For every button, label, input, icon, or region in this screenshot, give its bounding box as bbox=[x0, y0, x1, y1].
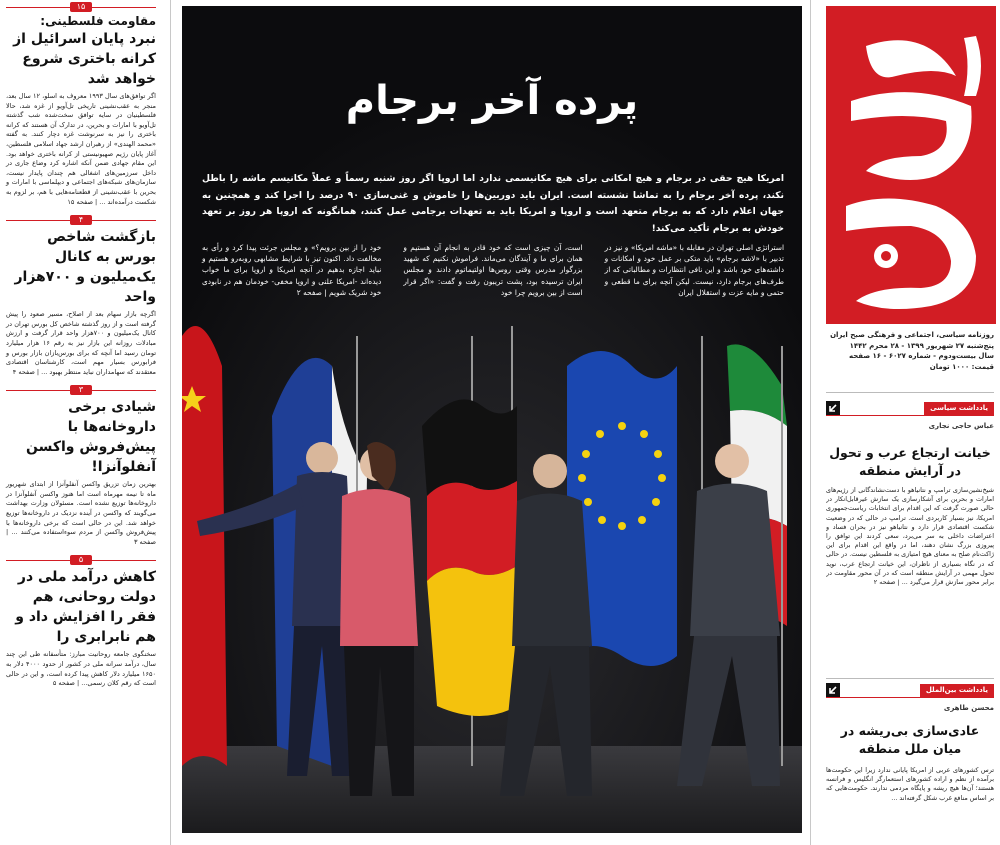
arrow-icon bbox=[826, 683, 840, 697]
news-item[interactable] bbox=[0, 397, 162, 547]
left-news-column bbox=[0, 0, 162, 845]
lead-paragraph: امریکا هیچ حقی در برجام و هیچ امکانی برای هیچ مکانیسمی ندارد اما اروپا اگر روز شنبه رسماً و عملاً مکانیسم ماشه را باطل نکند، پرده آخر برجام را به تماشا نشسته است. ایران باید دوربین‌ها را خاموش و غنی‌سازی ۹۰ درصد را اجرا کند و همچنین به جهان اعلام دارد که به برجام متعهد است و اروپا و امریکا باید به تعهدات برجامی عمل کنند، همانگونه که اروپا هر روز بر تعهد خودش به برجام تأکید می‌کند! bbox=[202, 173, 784, 234]
page-number-badge: ۳ bbox=[70, 385, 92, 395]
issue-line: روزنامه سیاسی، اجتماعی و فرهنگی صبح ایران bbox=[830, 331, 994, 339]
lead-photo-story[interactable] bbox=[182, 6, 802, 833]
flag-germany bbox=[422, 399, 517, 716]
lead-story-column: استراتژی اصلی تهران در مقابله با «ماشه امریکا» و نیز در تدبیر با «لاشه برجام» باید متکی بر عمل خود و امکانات و داشته‌های خود باشد و این نافی انتظارات و مطالباتی که از طرف‌های برجام دارد، نیست. لیکن آنچه برای ما قطعی و حتمی و مایه عزت و استقلال ایران bbox=[604, 243, 784, 297]
news-headline[interactable]: کاهش درآمد ملی در دولت روحانی، هم فقر را افزایش داد و هم نابرابری را bbox=[15, 569, 156, 646]
author-name: محسن طاهری bbox=[943, 704, 994, 712]
column-heading bbox=[826, 684, 994, 698]
news-item[interactable] bbox=[0, 567, 162, 688]
news-body: سخنگوی جامعه روحانیت مبارز: متأسفانه طی این چند سال، درآمد سرانه ملی در کشور از حدود ۴۰۰۰ دلار به ۱۶۵۰ میلیارد دلار کاهش پیدا کرده است، و این در حالی است که رقم کلان رسمی... | صفحه ۵ bbox=[6, 650, 157, 688]
column-tag: یادداشت بین‌الملل bbox=[920, 684, 994, 697]
page-number-badge: ۴ bbox=[70, 215, 92, 225]
issue-line: سال بیست‌ودوم - شماره ۶۰۲۷ - ۱۶ صفحه bbox=[848, 352, 994, 360]
news-body: بهترین زمان تزریق واکسن آنفلوآنزا از ابتدای شهریور ماه تا نیمه مهرماه است اما هنوز واکسن آنفلوآنزا در داروخانه‌ها توزیع نشده است. مسئولان وزارت بهداشت می‌گویند که واکسن در آینده نزدیک در داروخانه‌ها توزیع خواهد شد. این در حالی است که برخی داروخانه‌ها با پیش‌فروش واکسن از مردم سوء‌استفاده می‌کنند ... | صفحه ۳ bbox=[6, 480, 156, 546]
column-tag: یادداشت سیاسی bbox=[924, 402, 994, 415]
news-headline[interactable]: نبرد پایان اسرائیل از کرانه باختری شروع خواهد شد bbox=[13, 31, 156, 87]
column-rule bbox=[170, 0, 171, 845]
news-kicker: مقاومت فلسطینی: bbox=[40, 14, 156, 28]
section-separator bbox=[0, 2, 162, 12]
issue-line: پنج‌شنبه ۲۷ شهریور ۱۳۹۹ - ۲۸ محرم ۱۴۴۲ bbox=[849, 341, 994, 350]
flag-china bbox=[182, 326, 227, 766]
section-separator bbox=[0, 555, 162, 565]
logo-javan bbox=[826, 6, 996, 324]
main-headline[interactable]: پرده آخر برجام bbox=[345, 78, 639, 124]
news-item[interactable] bbox=[0, 227, 162, 377]
opinion-body: ترس کشورهای عربی از امریکا پایانی ندارد زیرا این حکومت‌ها برآمده از نظم و اراده کشورهای استعمارگر انگلیس و فرانسه هستند؛ آن‌ها هیچ ریشه و پایگاه مردمی ندارند. حکومت‌هایی که بر اساس منافع غرب شکل گرفته‌اند ... bbox=[826, 766, 994, 802]
news-body: اگر توافق‌های سال ۱۹۹۳ معروف به اسلو، ۱۲ سال بعد، منجر به عقب‌نشینی تاریخی تل‌آویو از غزه شد، حالا فلسطینیان در سایه توافق سخت‌شده شب گذشته تل‌آویو با امارات و بحرین، در تدارک آن هستند که کرانه باختری را نیز به سرنوشت غزه دچار کنند. به گفته «محمد الهندی» از رهبران ارشد جهاد اسلامی فلسطین، آغاز پایان رژیم صهیونیستی از کرانه باختری خواهد بود. این مقام جهادی ضمن آنکه اشاره کرد وضاع جاری در داخل سرزمین‌های اشغالی هم چندان پایدار نیست، سازمان‌های شبکه‌های اجتماعی و دیپلماسی با امارات و بحرین با عقب‌نشینی از قطعنامه‌هایی با هم، بر لزوم به شکست درآمده‌اند ... | صفحه ۱۵ bbox=[6, 92, 156, 206]
arrow-icon bbox=[826, 401, 840, 415]
right-column bbox=[818, 0, 1000, 845]
news-headline[interactable]: بازگشت شاخص بورس به کانال یک‌میلیون و ۷۰۰هزار واحد bbox=[14, 229, 156, 306]
divider bbox=[826, 392, 994, 393]
issue-line: قیمت: ۱۰۰۰ تومان bbox=[929, 362, 994, 371]
news-body: اگرچه بازار سهام بعد از اصلاح، مسیر صعود را پیش گرفته است و از روز گذشته شاخص کل بورس تهران در کانال یک‌میلیون و ۷۰۰هزار واحد قرار گرفت و ارزش مبادلات روزانه این بازار نیز به رقم ۱۶ هزار میلیارد تومان رسید اما آنچه که برای بورس‌بازان بازار بورس و فرابورس بسیار مهم است، کارشناسان اقتصادی معتقدند که سهامداران نباید منتظر بهبود ... | صفحه ۴ bbox=[6, 310, 156, 376]
opinion-headline[interactable]: عادی‌سازی بی‌ریشه در میان ملل منطقه bbox=[840, 723, 980, 756]
column-heading bbox=[826, 402, 994, 416]
negotiators-photo bbox=[182, 6, 802, 833]
news-item[interactable] bbox=[0, 14, 162, 207]
column-rule bbox=[810, 0, 811, 845]
page-number-badge: ۱۵ bbox=[70, 2, 92, 12]
news-headline[interactable]: شیادی برخی داروخانه‌ها با پیش‌فروش واکسن آنفلوآنزا! bbox=[25, 399, 156, 476]
opinion-headline[interactable]: خیانت ارتجاع عرب و تحول در آرایش منطقه bbox=[829, 445, 991, 478]
author-name: عباس حاجی نجاری bbox=[928, 422, 994, 430]
lead-story-column: خود را از بین برویم؟» و مجلس جرئت پیدا کرد و رأی به مخالفت داد. اکنون تیز با شرایط مشابهی روبه‌رو هستیم و نباید اجازه بدهیم در آنچه امریکا و اروپا برای ما خواب دیده‌اند -امریکا علنی و اروپا مخفی- خودمان هم در نابودی خود شریک شویم | صفحه ۲ bbox=[202, 243, 382, 297]
section-separator bbox=[0, 385, 162, 395]
issue-info bbox=[826, 330, 994, 372]
masthead-logo[interactable] bbox=[826, 6, 996, 324]
page-number-badge: ۵ bbox=[70, 555, 92, 565]
divider bbox=[826, 678, 994, 679]
lead-story-column: است، آن چیزی است که خود قادر به انجام آن هستیم و همان برای ما و آیندگان می‌ماند. فراموش نکنیم که شهید بزرگوار مدرس وقتی روس‌ها اولتیماتوم دادند و مجلس ایران ترسیده بود، پشت تریبون رفت و گفت: «اگر قرار است از بین برویم چرا خود bbox=[403, 243, 583, 297]
opinion-body: شیخ‌نشین‌سازی ترامپ و نتانیاهو با دست‌نشاندگانی از رژیم‌های امارات و بحرین برای آشکارسازی یک سازش غیرقابل‌انکار در حالی صورت گرفت که این اقدام برای انتخابات ریاست‌جمهوری امریکا، نیز بسیار کاربردی است. ترامپ در حالی که در وضعیت شکست اقتصادی قرار دارد و نتانیاهو نیز در بحران فساد و اعتراضات داخلی به سر می‌برد، سعی کردند این توافق را پیروزی بزرگ نشان دهند، اما در واقع این اقدام برای این ژاکت‌نام صلح به معنای هیچ امتیازی به فلسطین نیست. در حالی که در نگاه بسیاری از ناظران، این خیانت ارتجاع عرب، نوید تحول مهمی در آرایش منطقه است که در آن محور مقاومت در برابر محور سازش قرار می‌گیرد ... | صفحه ۲ bbox=[826, 486, 994, 587]
section-separator bbox=[0, 215, 162, 225]
lead-story-columns bbox=[202, 242, 784, 298]
